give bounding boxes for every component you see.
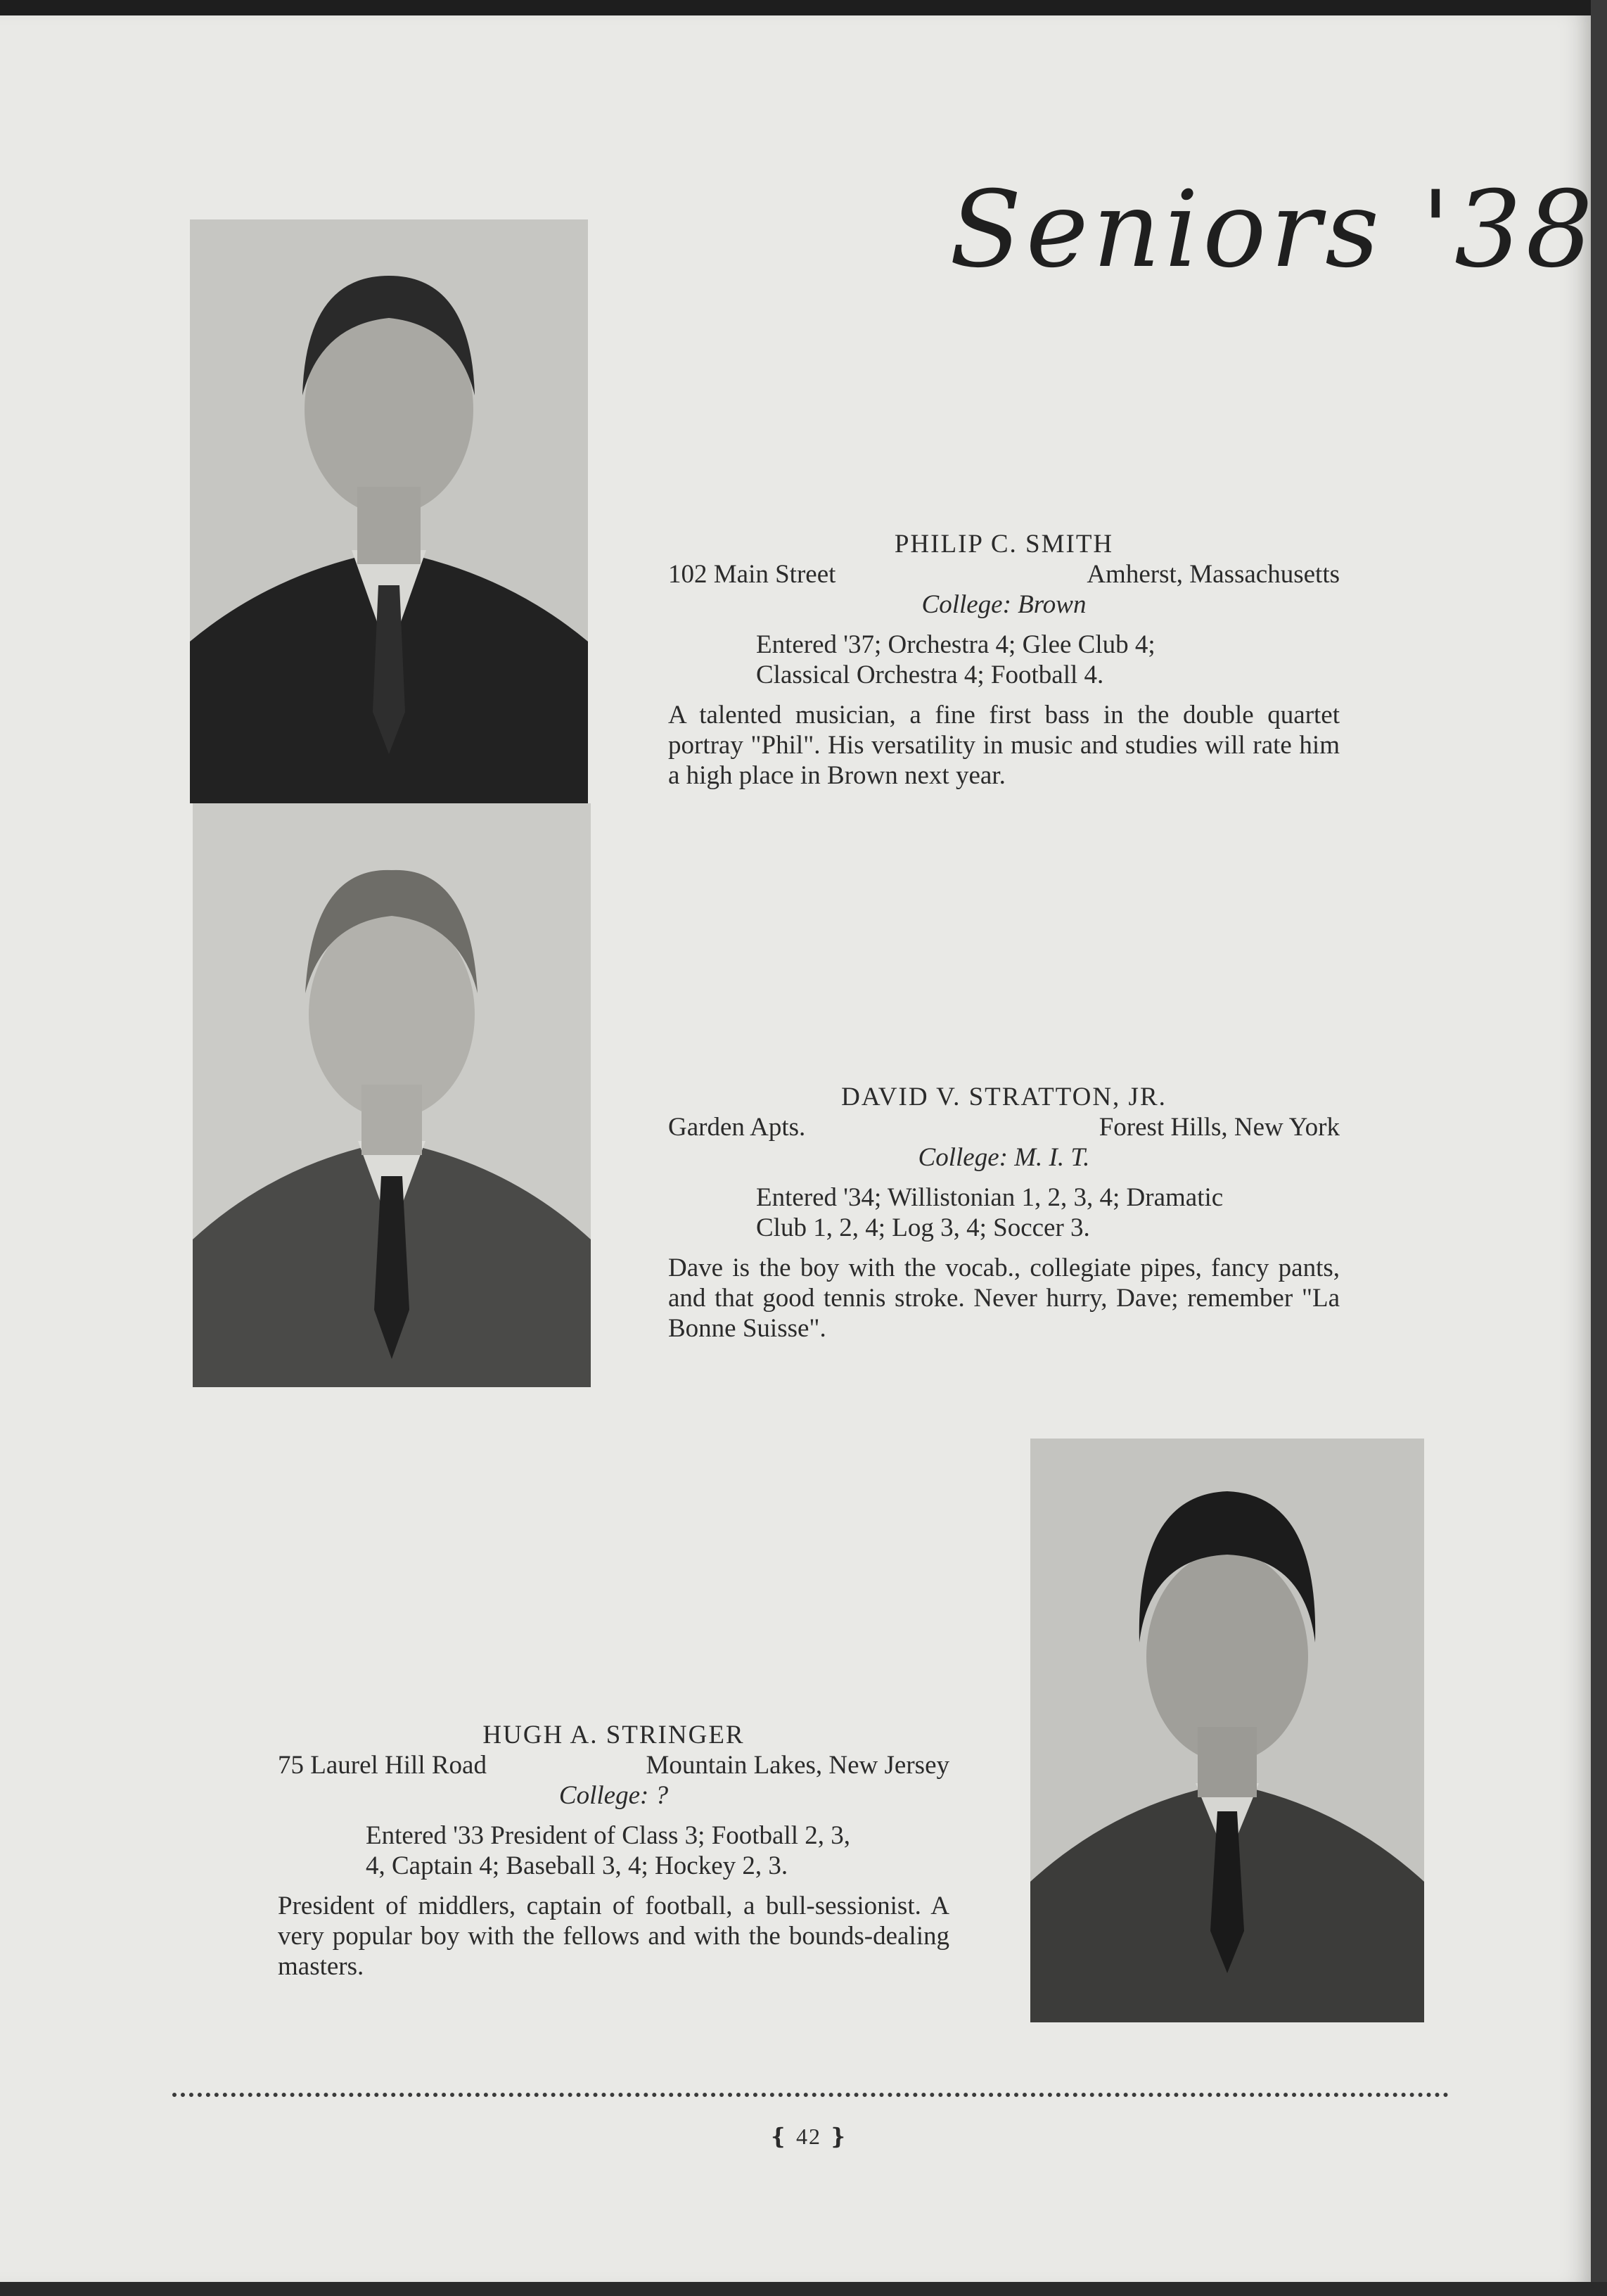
senior-name: PHILIP C. SMITH [894, 530, 1114, 559]
folio-bracket-right: ❵ [828, 2124, 849, 2149]
page-title: Seniors '38 [949, 169, 1597, 291]
senior-college: College: ? [558, 1781, 669, 1810]
senior-record: Entered '33 President of Class 3; Football 2, 3, 4, Captain 4; Baseball 3, 4; Hockey 2, 3. [366, 1821, 851, 1880]
senior-entry [278, 1720, 949, 1982]
portrait-photo-icon [190, 219, 588, 803]
senior-street: 75 Laurel Hill Road [278, 1751, 487, 1780]
senior-town: Amherst, Massachusetts [1087, 560, 1340, 589]
scan-top-edge [0, 0, 1607, 15]
page-number [745, 2123, 872, 2150]
portrait-photo-icon [1030, 1439, 1424, 2022]
scan-bottom-edge [0, 2282, 1607, 2296]
senior-entry [668, 1082, 1340, 1344]
senior-record: Entered '37; Orchestra 4; Glee Club 4; Classical Orchestra 4; Football 4. [756, 630, 1155, 689]
senior-description: President of middlers, captain of football, a bull-sessionist. A very popular boy with the fellows and with the bounds-dealing masters. [278, 1892, 949, 1981]
portrait-photo-stratton [193, 803, 591, 1387]
page-number-text: 42 [796, 2124, 821, 2149]
senior-street: Garden Apts. [668, 1113, 806, 1142]
senior-address [668, 1112, 1340, 1142]
portrait-photo-icon [193, 803, 591, 1387]
senior-town: Mountain Lakes, New Jersey [646, 1751, 949, 1780]
senior-record: Entered '34; Willistonian 1, 2, 3, 4; Dramatic Club 1, 2, 4; Log 3, 4; Soccer 3. [756, 1183, 1224, 1242]
senior-address [668, 559, 1340, 589]
folio-bracket-left: ❴ [769, 2124, 789, 2149]
senior-name: DAVID V. STRATTON, JR. [841, 1083, 1167, 1111]
binding-edge [1591, 0, 1607, 2296]
senior-description: Dave is the boy with the vocab., collegiate pipes, fancy pants, and that good tennis stroke. Never hurry, Dave; remember "La Bonne Suisse". [668, 1254, 1340, 1343]
senior-description: A talented musician, a fine first bass in the double quartet portray "Phil". His versatility in music and studies will rate him a high place in Brown next year. [668, 701, 1340, 790]
senior-college: College: Brown [921, 590, 1087, 619]
senior-town: Forest Hills, New York [1099, 1113, 1340, 1142]
senior-name: HUGH A. STRINGER [482, 1721, 745, 1749]
portrait-photo-stringer [1030, 1439, 1424, 2022]
portrait-photo-smith [190, 219, 588, 803]
senior-address [278, 1750, 949, 1780]
senior-college: College: M. I. T. [918, 1143, 1090, 1172]
senior-street: 102 Main Street [668, 560, 836, 589]
senior-entry [668, 529, 1340, 791]
dotted-rule [172, 2093, 1449, 2097]
